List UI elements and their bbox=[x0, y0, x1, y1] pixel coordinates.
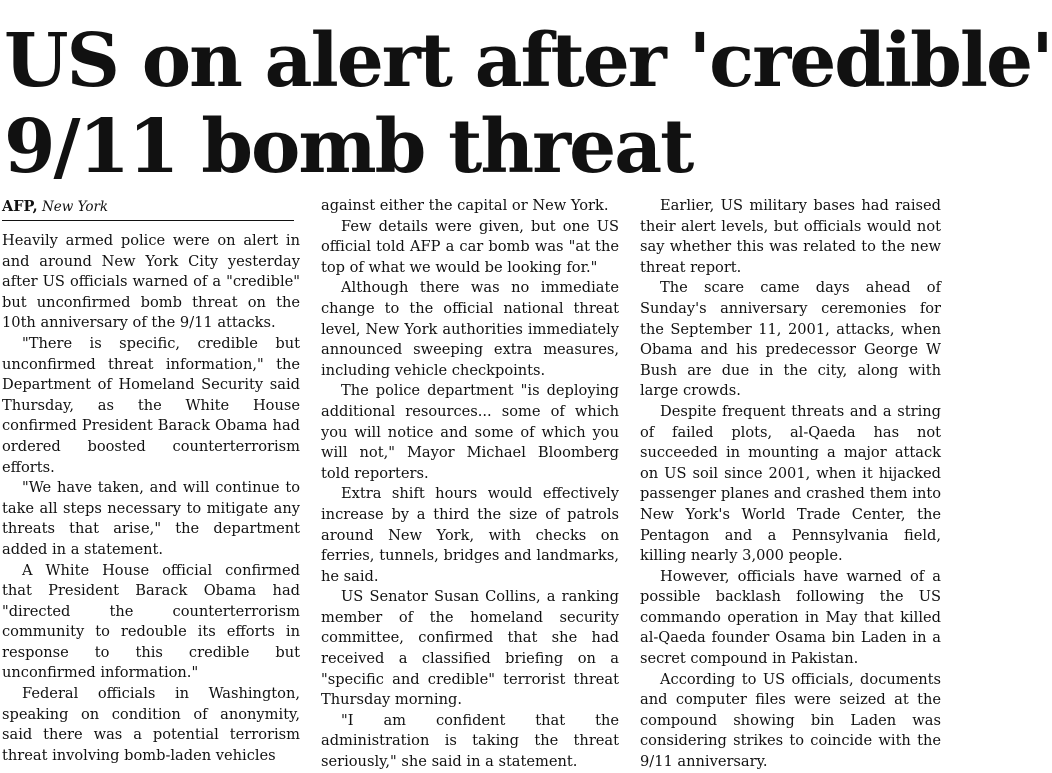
paragraph: The scare came days ahead of Sunday's anniversary ceremonies for the September 11, 2001, attacks, when Obama and his predecessor George W Bush are due in the city, along with large crowds. bbox=[640, 279, 941, 400]
paragraph: Earlier, US military bases had raised their alert levels, but officials would not say whether this was related to the new threat report. bbox=[640, 197, 941, 276]
headline-line-1: US on alert after 'credible' bbox=[4, 18, 1052, 104]
article-column-3 bbox=[640, 196, 941, 773]
paragraph: "We have taken, and will continue to take all steps necessary to mitigate any threats that arise," the department added in a statement. bbox=[2, 479, 300, 558]
byline-agency: AFP, bbox=[2, 198, 38, 215]
paragraph: Heavily armed police were on alert in and around New York City yesterday after US officials warned of a "credible" but unconfirmed bomb threat on the 10th anniversary of the 9/11 attacks. bbox=[2, 232, 300, 332]
paragraph-continued: against either the capital or New York. bbox=[321, 197, 609, 214]
byline-location: New York bbox=[41, 199, 109, 215]
paragraph: Despite frequent threats and a string of failed plots, al-Qaeda has not succeeded in mounting a major attack on US soil since 2001, when it hijacked passenger planes and crashed them into New York's World Trade Center, the Pentagon and a Pennsylvania field, killing nearly 3,000 people. bbox=[640, 402, 941, 565]
paragraph: A White House official confirmed that President Barack Obama had "directed the counterterrorism community to redouble its efforts in response to this credible but unconfirmed information." bbox=[2, 561, 300, 682]
paragraph: According to US officials, documents and computer files were seized at the compound showing bin Laden was considering strikes to coincide with the 9/11 anniversary. bbox=[640, 670, 941, 771]
paragraph: Although there was no immediate change to the official national threat level, New York authorities immediately announced sweeping extra measures, including vehicle checkpoints. bbox=[321, 279, 619, 379]
paragraph: Few details were given, but one US official told AFP a car bomb was "at the top of what we would be looking for." bbox=[321, 217, 619, 276]
article-column-2 bbox=[321, 196, 619, 773]
paragraph: "There is specific, credible but unconfirmed threat information," the Department of Homeland Security said Thursday, as the White House confirmed President Barack Obama had ordered boosted counterterrorism efforts. bbox=[2, 334, 300, 476]
paragraph: However, officials have warned of a possible backlash following the US commando operation in May that killed al-Qaeda founder Osama bin Laden in a secret compound in Pakistan. bbox=[640, 567, 941, 668]
paragraph: Extra shift hours would effectively increase by a third the size of patrols around New York, with checks on ferries, tunnels, bridges and landmarks, he said. bbox=[321, 485, 619, 585]
headline-line-2: 9/11 bomb threat bbox=[4, 104, 693, 190]
paragraph: "I am confident that the administration is taking the threat seriously," she said in a statement. bbox=[321, 711, 619, 771]
paragraph: The police department "is deploying additional resources... some of which you will notice and some of which you will not," Mayor Michael Bloomberg told reporters. bbox=[321, 382, 619, 482]
paragraph: US Senator Susan Collins, a ranking member of the homeland security committee, confirmed that she had received a classified briefing on a "specific and credible" terrorist threat Thursday morning. bbox=[321, 588, 619, 709]
paragraph: Federal officials in Washington, speaking on condition of anonymity, said there was a potential terrorism threat involving bomb-laden vehicles bbox=[2, 685, 300, 764]
byline bbox=[2, 196, 294, 221]
headline bbox=[4, 18, 1052, 190]
article-column-1 bbox=[2, 196, 300, 766]
